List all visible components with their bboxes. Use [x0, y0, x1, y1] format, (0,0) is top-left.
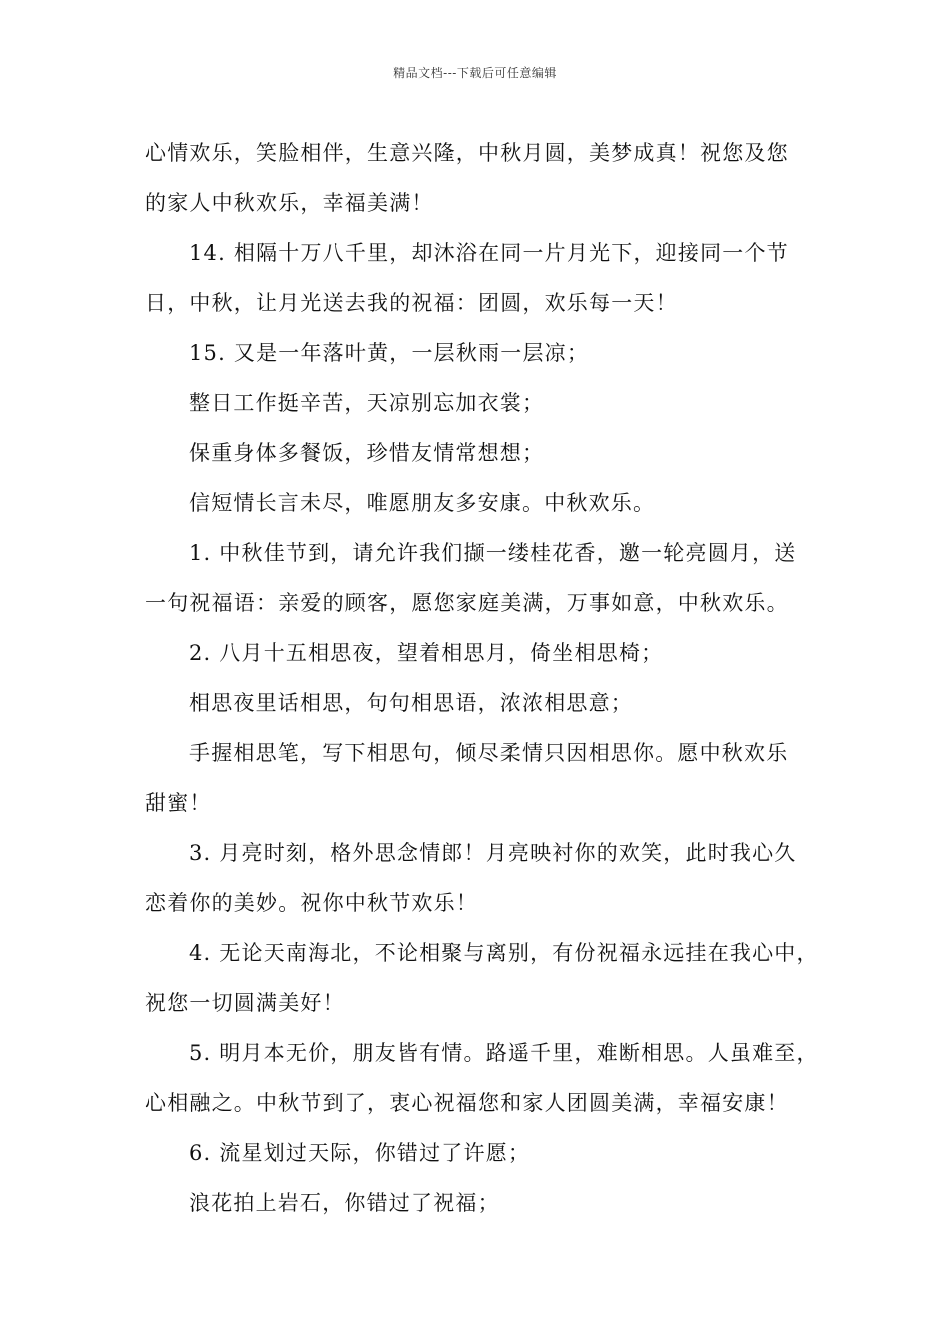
text-line: 保重身体多餐饭，珍惜友情常想想；	[189, 441, 545, 465]
text-line: 浪花拍上岩石，你错过了祝福；	[189, 1191, 500, 1215]
text-line: 的家人中秋欢乐，幸福美满！	[145, 191, 434, 215]
text-line: 一句祝福语：亲爱的顾客，愿您家庭美满，万事如意，中秋欢乐。	[145, 591, 789, 615]
text-line: 15. 又是一年落叶黄，一层秋雨一层凉；	[189, 341, 590, 365]
text-line: 2. 八月十五相思夜，望着相思月，倚坐相思椅；	[189, 641, 664, 665]
text-line: 整日工作挺辛苦，天凉别忘加衣裳；	[189, 391, 545, 415]
text-line: 14. 相隔十万八千里，却沐浴在同一片月光下，迎接同一个节	[189, 241, 789, 265]
page-header: 精品文档---下载后可任意编辑	[393, 66, 557, 80]
text-line: 6. 流星划过天际，你错过了许愿；	[189, 1141, 531, 1165]
text-line: 心相融之。中秋节到了，衷心祝福您和家人团圆美满，幸福安康！	[145, 1091, 789, 1115]
text-line: 手握相思笔，写下相思句，倾尽柔情只因相思你。愿中秋欢乐	[189, 741, 789, 765]
text-line: 甜蜜！	[145, 791, 212, 815]
text-line: 1. 中秋佳节到，请允许我们撷一缕桂花香，邀一轮亮圆月，送	[189, 541, 797, 565]
text-line: 祝您一切圆满美好！	[145, 991, 345, 1015]
text-line: 心情欢乐，笑脸相伴，生意兴隆，中秋月圆，美梦成真！祝您及您	[145, 141, 789, 165]
text-line: 相思夜里话相思，句句相思语，浓浓相思意；	[189, 691, 633, 715]
text-line: 4. 无论天南海北，不论相聚与离别，有份祝福永远挂在我心中，	[189, 941, 819, 965]
text-line: 恋着你的美妙。祝你中秋节欢乐！	[145, 891, 478, 915]
document-body	[145, 128, 835, 1228]
text-line: 日，中秋，让月光送去我的祝福：团圆，欢乐每一天！	[145, 291, 678, 315]
text-line: 5. 明月本无价，朋友皆有情。路遥千里，难断相思。人虽难至，	[189, 1041, 819, 1065]
text-line: 信短情长言未尽，唯愿朋友多安康。中秋欢乐。	[189, 491, 656, 515]
text-line: 3. 月亮时刻，格外思念情郎！月亮映衬你的欢笑，此时我心久	[189, 841, 797, 865]
